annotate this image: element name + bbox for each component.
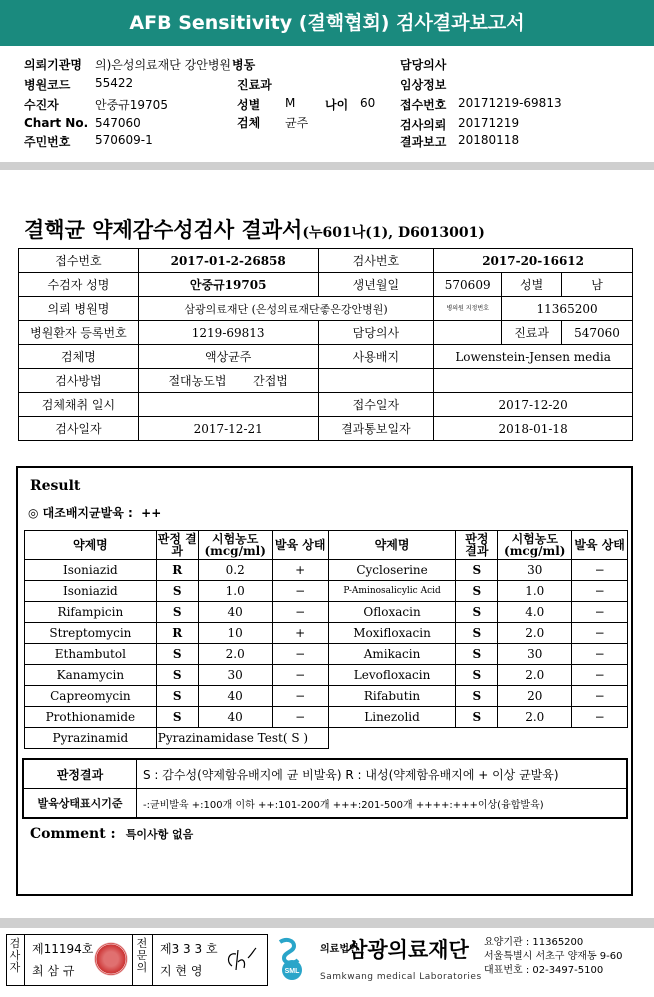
doctor-label: 담당의사 xyxy=(318,321,434,345)
growth: − xyxy=(572,560,628,581)
received-value: 2017-12-20 xyxy=(434,393,633,417)
info-label-report: 결과보고 xyxy=(400,135,447,149)
org-code: 요양기관 : 11365200 xyxy=(484,937,584,948)
sml-logo-icon xyxy=(272,936,312,980)
comment-label: Comment : xyxy=(30,826,116,842)
drug-name: Rifampicin xyxy=(25,602,157,623)
org-phone: 대표번호 : 02-3497-5100 xyxy=(484,965,604,976)
notified-label: 결과통보일자 xyxy=(318,417,434,441)
growth: − xyxy=(572,602,628,623)
header-drug: 약제명 xyxy=(25,531,157,560)
drug-name: Moxifloxacin xyxy=(328,623,456,644)
table-row xyxy=(25,644,628,665)
header-growth: 발육 상태 xyxy=(272,531,328,560)
method-value xyxy=(138,369,318,393)
signature-icon xyxy=(222,944,262,976)
method-indirect: 간접법 xyxy=(253,374,288,388)
growth: − xyxy=(572,686,628,707)
divider xyxy=(24,934,25,986)
tested-value: 2017-12-21 xyxy=(138,417,318,441)
header-growth: 발육 상태 xyxy=(572,531,628,560)
conc: 30 xyxy=(498,560,572,581)
info-value-receipt: 20171219-69813 xyxy=(458,96,562,110)
growth: − xyxy=(272,686,328,707)
drug-name: Pyrazinamid xyxy=(25,728,157,749)
growth: − xyxy=(272,602,328,623)
growth: − xyxy=(272,581,328,602)
table-row xyxy=(25,581,628,602)
table-row xyxy=(25,602,628,623)
reg-value: 1219-69813 xyxy=(138,321,318,345)
growth: + xyxy=(272,560,328,581)
hosp-code-value: 11365200 xyxy=(502,297,633,321)
drug-name: Ethambutol xyxy=(25,644,157,665)
examiner-name: 최 삼 규 xyxy=(32,964,75,978)
info-label-dept: 진료과 xyxy=(237,78,272,92)
patient-table xyxy=(18,248,633,441)
growth: − xyxy=(272,665,328,686)
judge: S xyxy=(456,644,498,665)
drug-name: Rifabutin xyxy=(328,686,456,707)
org-street: 서울특별시 서초구 양재동 9-60 xyxy=(484,951,623,962)
report-title-main: 결핵균 약제감수성검사 결과서 xyxy=(24,217,303,242)
table-row xyxy=(25,707,628,728)
medium-value: Lowenstein-Jensen media xyxy=(434,345,633,369)
judge: S xyxy=(456,581,498,602)
judge: S xyxy=(456,686,498,707)
legend-growth-text: -:균비발육 +:100개 이하 ++:101-200개 +++:201-500개 ++++:+++이상(융합발육) xyxy=(137,789,628,819)
growth: − xyxy=(572,623,628,644)
judge: S xyxy=(456,707,498,728)
drug-name: Linezolid xyxy=(328,707,456,728)
info-value-age: 60 xyxy=(360,96,376,110)
header-conc: 시험농도 (mcg/ml) xyxy=(498,531,572,560)
conc: 40 xyxy=(198,602,272,623)
org-address xyxy=(484,936,623,978)
report-title-code: (누601나(1), D6013001) xyxy=(302,225,485,241)
examiner-license: 제11194호 xyxy=(32,942,94,956)
exam-no-label: 검사번호 xyxy=(318,249,434,273)
susceptibility-table xyxy=(24,530,628,749)
judge: S xyxy=(456,602,498,623)
birth-value: 570609 xyxy=(434,273,502,297)
table-row xyxy=(25,560,628,581)
dept-value: 547060 xyxy=(562,321,633,345)
collect-label: 검체채취 일시 xyxy=(19,393,139,417)
name-label: 수검자 성명 xyxy=(19,273,139,297)
info-label-hospcode: 병원코드 xyxy=(24,78,71,92)
info-value-patient: 안중규19705 xyxy=(95,98,168,112)
drug-name: P-Aminosalicylic Acid xyxy=(328,581,456,602)
info-label-chart: Chart No. xyxy=(24,116,89,130)
brand xyxy=(320,934,482,983)
judge: S xyxy=(456,665,498,686)
svg-text:SML: SML xyxy=(284,968,300,975)
growth: + xyxy=(272,623,328,644)
info-value-report: 20180118 xyxy=(458,133,520,147)
divider xyxy=(152,934,153,986)
examiner-vertical-label: 검사자 xyxy=(9,937,21,974)
judge: S xyxy=(156,707,198,728)
received-label: 접수일자 xyxy=(318,393,434,417)
judge: S xyxy=(156,644,198,665)
table-row xyxy=(25,665,628,686)
growth: − xyxy=(572,644,628,665)
reg-label: 병원환자 등록번호 xyxy=(19,321,139,345)
legend-judge-label: 판정결과 xyxy=(23,759,137,789)
seal-stamp xyxy=(94,942,128,976)
info-value-rrn: 570609-1 xyxy=(95,133,153,147)
empty-cell xyxy=(318,369,434,393)
growth: − xyxy=(572,581,628,602)
judge: S xyxy=(456,560,498,581)
conc: 30 xyxy=(198,665,272,686)
drug-name: Amikacin xyxy=(328,644,456,665)
header-judge: 판정 결과 xyxy=(456,531,498,560)
table-row xyxy=(25,728,628,749)
info-label-age: 나이 xyxy=(325,98,349,112)
info-label-sex: 성별 xyxy=(237,98,261,112)
collect-value xyxy=(138,393,318,417)
specialist-name: 지 현 영 xyxy=(160,964,203,978)
drug-name: Levofloxacin xyxy=(328,665,456,686)
sex-label: 성별 xyxy=(502,273,562,297)
divider xyxy=(132,934,133,986)
hosp-code-label: 병의원 지정번호 xyxy=(434,297,502,321)
conc: 2.0 xyxy=(198,644,272,665)
empty-cell xyxy=(434,369,633,393)
info-label-ward: 병동 xyxy=(232,58,256,72)
info-value-specimen: 균주 xyxy=(285,116,309,130)
info-label-request: 검사의뢰 xyxy=(400,118,447,132)
hospital-value: 삼광의료재단 (은성의료재단좋은강안병원) xyxy=(138,297,433,321)
drug-name: Ofloxacin xyxy=(328,602,456,623)
conc: 40 xyxy=(198,707,272,728)
conc: 4.0 xyxy=(498,602,572,623)
brand-english: Samkwang medical Laboratories xyxy=(320,972,482,982)
info-value-hospcode: 55422 xyxy=(95,76,134,90)
growth: − xyxy=(572,665,628,686)
drug-name: Cycloserine xyxy=(328,560,456,581)
header-drug: 약제명 xyxy=(328,531,456,560)
judge: S xyxy=(456,623,498,644)
judge: S xyxy=(156,665,198,686)
table-row xyxy=(25,623,628,644)
drug-name: Streptomycin xyxy=(25,623,157,644)
name-value: 안중규19705 xyxy=(138,273,318,297)
specialist-license: 제3 3 3 호 xyxy=(160,942,218,956)
method-absolute: 절대농도법 xyxy=(168,374,227,388)
specialist-vertical-label: 전문의 xyxy=(136,937,148,974)
receipt-no-label: 접수번호 xyxy=(19,249,139,273)
info-label-receipt: 접수번호 xyxy=(400,98,447,112)
report-banner: AFB Sensitivity (결핵협회) 검사결과보고서 xyxy=(0,0,654,46)
tested-label: 검사일자 xyxy=(19,417,139,441)
legend-growth-label: 발육상태표시기준 xyxy=(23,789,137,819)
conc: 30 xyxy=(498,644,572,665)
judge: R xyxy=(156,560,198,581)
table-row xyxy=(25,686,628,707)
separator xyxy=(0,162,654,170)
report-title xyxy=(24,214,485,244)
legend-table xyxy=(22,758,628,819)
empty-cell xyxy=(328,728,627,749)
hospital-label: 의뢰 병원명 xyxy=(19,297,139,321)
growth: − xyxy=(272,644,328,665)
info-value-request: 20171219 xyxy=(458,116,520,130)
info-label-clinical: 임상정보 xyxy=(400,78,447,92)
conc: 1.0 xyxy=(198,581,272,602)
comment xyxy=(30,826,193,842)
drug-name: Isoniazid xyxy=(25,560,157,581)
conc: 2.0 xyxy=(498,623,572,644)
dept-label: 진료과 xyxy=(502,321,562,345)
medium-label: 사용배지 xyxy=(318,345,434,369)
conc: 0.2 xyxy=(198,560,272,581)
notified-value: 2018-01-18 xyxy=(434,417,633,441)
pza-test: Pyrazinamidase Test( S ) xyxy=(156,728,328,749)
judge: S xyxy=(156,581,198,602)
control-growth xyxy=(28,504,161,521)
info-value-org: 의)은성의료재단 강안병원 xyxy=(95,58,232,72)
receipt-no-value: 2017-01-2-26858 xyxy=(138,249,318,273)
drug-name: Kanamycin xyxy=(25,665,157,686)
drug-name: Capreomycin xyxy=(25,686,157,707)
conc: 40 xyxy=(198,686,272,707)
conc: 1.0 xyxy=(498,581,572,602)
header-judge: 판정 결과 xyxy=(157,532,197,558)
conc: 20 xyxy=(498,686,572,707)
exam-no-value: 2017-20-16612 xyxy=(434,249,633,273)
judge: R xyxy=(156,623,198,644)
drug-name: Isoniazid xyxy=(25,581,157,602)
legend-judge-text: S : 감수성(약제함유배지에 균 비발육) R : 내성(약제함유배지에 + 이상 균발육) xyxy=(137,759,628,789)
specimen-label: 검체명 xyxy=(19,345,139,369)
method-label: 검사방법 xyxy=(19,369,139,393)
control-label: ◎ 대조배지균발육 : xyxy=(28,506,133,520)
info-value-sex: M xyxy=(285,96,296,110)
info-label-patient: 수진자 xyxy=(24,98,59,112)
conc: 2.0 xyxy=(498,707,572,728)
drug-name: Prothionamide xyxy=(25,707,157,728)
conc: 10 xyxy=(198,623,272,644)
control-value: ++ xyxy=(141,506,162,520)
growth: − xyxy=(572,707,628,728)
brand-small: 의료법인 xyxy=(320,943,359,955)
judge: S xyxy=(156,686,198,707)
info-label-specimen: 검체 xyxy=(237,116,261,130)
info-label-rrn: 주민번호 xyxy=(24,135,71,149)
result-title: Result xyxy=(30,478,81,494)
info-value-chart: 547060 xyxy=(95,116,141,130)
comment-text: 특이사항 없음 xyxy=(125,828,194,841)
doctor-value xyxy=(434,321,502,345)
growth: − xyxy=(272,707,328,728)
info-label-org: 의뢰기관명 xyxy=(24,58,82,72)
footer-separator xyxy=(0,918,654,928)
brand-name: 삼광의료재단 xyxy=(347,938,469,962)
conc: 2.0 xyxy=(498,665,572,686)
header-conc: 시험농도 (mcg/ml) xyxy=(198,531,272,560)
info-label-doctor: 담당의사 xyxy=(400,58,447,72)
sex-value: 남 xyxy=(562,273,633,297)
specimen-value: 액상균주 xyxy=(138,345,318,369)
birth-label: 생년월일 xyxy=(318,273,434,297)
judge: S xyxy=(156,602,198,623)
